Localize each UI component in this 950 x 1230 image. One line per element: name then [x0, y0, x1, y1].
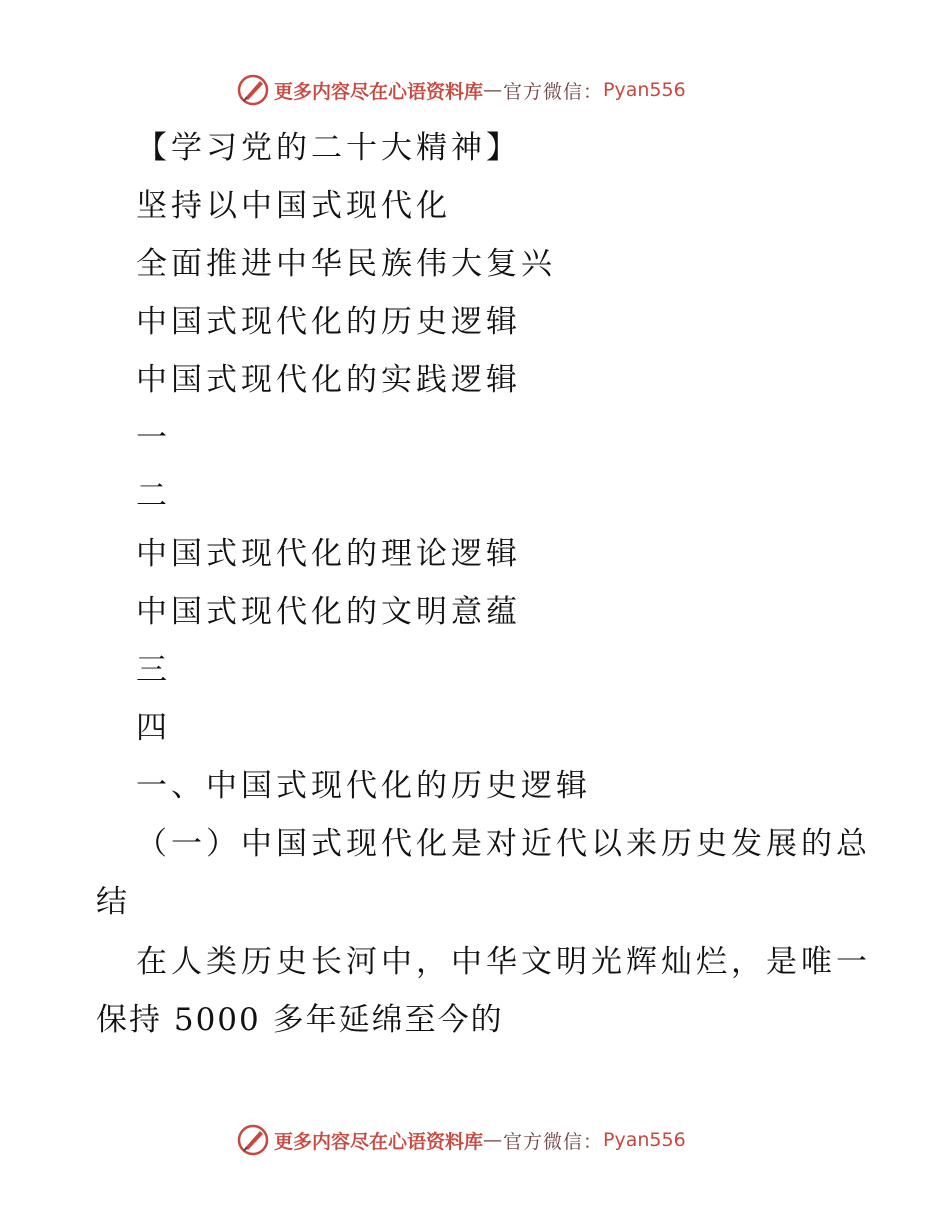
doc-line: 二	[136, 478, 171, 514]
watermark-dash: —	[483, 1129, 504, 1151]
watermark-suffix-text: 官方微信：	[503, 80, 604, 103]
doc-line: 三	[136, 652, 171, 688]
watermark-footer	[236, 1122, 686, 1158]
doc-line: 坚持以中国式现代化	[136, 188, 451, 224]
doc-line-heading: 【学习党的二十大精神】	[136, 130, 521, 166]
quill-pen-logo-icon	[236, 73, 270, 107]
doc-line: 全面推进中华民族伟大复兴	[136, 246, 556, 282]
doc-line: 中国式现代化的实践逻辑	[136, 362, 521, 398]
watermark-account-id: Pyan556	[603, 1129, 686, 1151]
doc-line-paragraph: 在人类历史长河中，中华文明光辉灿烂，是唯一	[136, 944, 871, 980]
doc-line: 结	[96, 884, 131, 920]
doc-line: 中国式现代化的历史逻辑	[136, 304, 521, 340]
doc-line-paragraph: 保持 5000 多年延绵至今的	[96, 1002, 504, 1038]
watermark-main-text: 更多内容尽在心语资料库	[274, 80, 484, 103]
watermark-dash: —	[483, 79, 504, 101]
doc-line: 中国式现代化的文明意蕴	[136, 594, 521, 630]
doc-line: 四	[136, 710, 171, 746]
doc-line: 中国式现代化的理论逻辑	[136, 536, 521, 572]
doc-line: 一	[136, 420, 171, 456]
watermark-account-id: Pyan556	[603, 79, 686, 101]
watermark-suffix-text: 官方微信：	[503, 1130, 604, 1153]
watermark-header	[236, 72, 686, 108]
watermark-main-text: 更多内容尽在心语资料库	[274, 1130, 484, 1153]
doc-line-subsection-title: （一）中国式现代化是对近代以来历史发展的总	[136, 826, 871, 862]
quill-pen-logo-icon	[236, 1123, 270, 1157]
doc-line-section-title: 一、中国式现代化的历史逻辑	[136, 768, 591, 804]
